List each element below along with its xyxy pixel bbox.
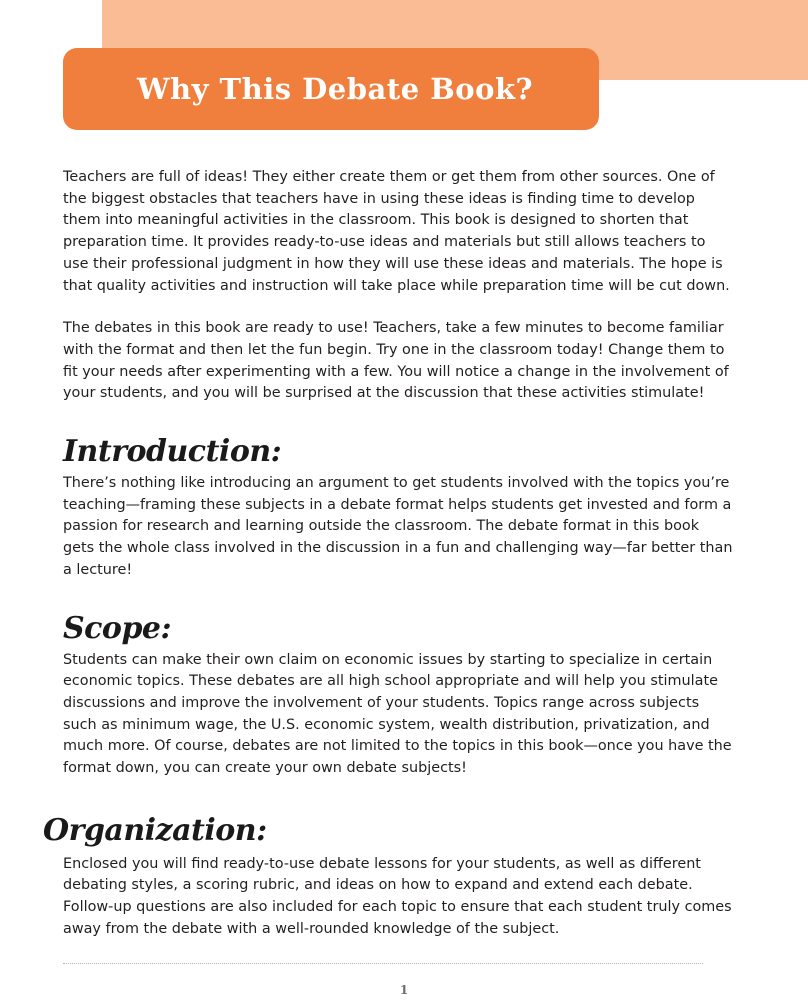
paragraph-spacer	[63, 297, 733, 318]
intro-paragraph-1: Teachers are full of ideas! They either create them or get them from other sources. One of the biggest obstacles that teachers have in using these ideas is finding time to develop them into meaningful activities in the classroom. This book is designed to shorten that preparation time. It provides ready-to-use ideas and materials but still allows teachers to use their professional judgment in how they will use these ideas and materials. The hope is that quality activities and instruction will take place while preparation time will be cut down.	[63, 169, 730, 294]
introduction-text: There’s nothing like introducing an argument to get students involved with the topics you’re teaching—framing these subjects in a debate format helps students get invested and form a passion for research and learning outside the classroom. The debate format in this book gets the whole class involved in the discussion in a fun and challenging way—far better than a lecture!	[63, 475, 733, 578]
intro-paragraph-2: The debates in this book are ready to use! Teachers, take a few minutes to become familiar with the format and then let the fun begin. Try one in the classroom today! Change them to fit your needs after experimenting with a few. You will notice a change in the involvement of your students, and you will be surprised at the discussion that these activities stimulate!	[63, 320, 729, 402]
page-number: 1	[399, 983, 409, 997]
footer-divider	[63, 963, 703, 964]
organization-text: Enclosed you will find ready-to-use debate lessons for your students, as well as different debating styles, a scoring rubric, and ideas on how to expand and extend each debate. Follow-up questions are also included for each topic to ensure that each student truly comes away from the debate with a well-rounded knowledge of the subject.	[63, 855, 732, 937]
introduction-heading: Introduction:	[63, 434, 282, 470]
page-title: Why This Debate Book?	[136, 72, 534, 106]
title-banner	[63, 48, 599, 130]
scope-text: Students can make their own claim on economic issues by starting to specialize in certain economic topics. These debates are all high school appropriate and will help you stimulate discussions and improve the involvement of your students. Topics range across subjects such as minimum wage, the U.S. economic system, wealth distribution, privatization, and much more. Of course, debates are not limited to the topics in this book—once you have the format down, you can create your own debate subjects!	[63, 651, 732, 777]
page-content	[43, 167, 733, 941]
scope-heading: Scope:	[63, 610, 172, 646]
organization-heading: Organization:	[43, 812, 267, 848]
